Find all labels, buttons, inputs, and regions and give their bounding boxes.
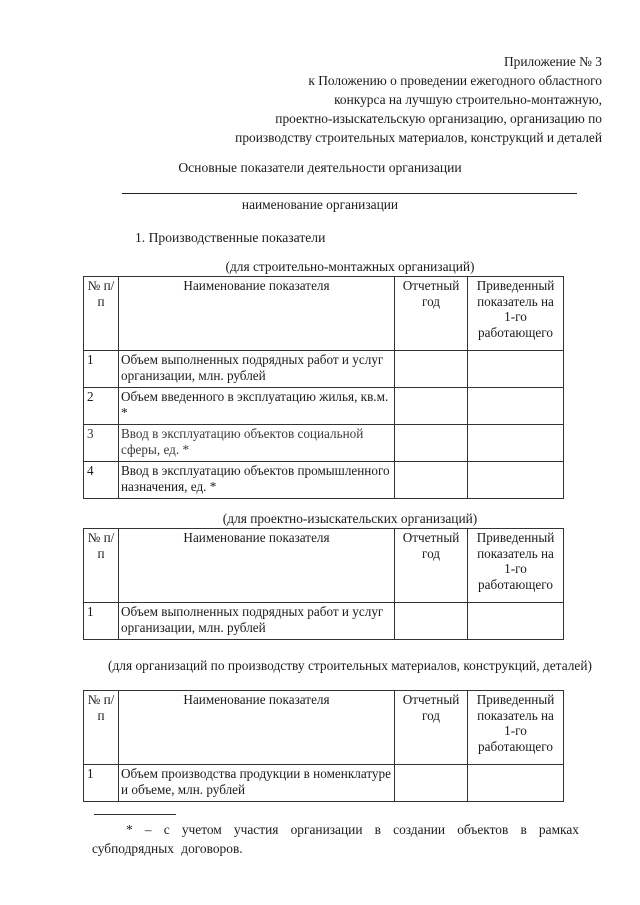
table-row <box>84 603 564 640</box>
row-per-worker-cell[interactable] <box>468 765 564 802</box>
appendix-line: конкурса на лучшую строительно-монтажную, <box>334 92 602 107</box>
row-per-worker-cell[interactable] <box>468 388 564 425</box>
header-year: Отчетный год <box>395 691 468 765</box>
table-header-row <box>84 277 564 351</box>
row-per-worker-cell[interactable] <box>468 425 564 462</box>
row-num: 1 <box>84 351 119 388</box>
header-name: Наименование показателя <box>119 529 395 603</box>
row-name: Объем выполненных подрядных работ и услуг организации, млн. рублей <box>119 351 395 388</box>
table-caption-materials: (для организаций по производству строительных материалов, конструкций, деталей) <box>107 658 593 673</box>
header-per-worker: Приведенный показатель на 1-го работающего <box>468 277 564 351</box>
row-per-worker-cell[interactable] <box>468 351 564 388</box>
appendix-line: проектно-изыскательскую организацию, организацию по <box>275 111 602 126</box>
header-num: № п/п <box>84 277 119 351</box>
row-num: 2 <box>84 388 119 425</box>
footnote-separator <box>94 814 176 815</box>
header-name: Наименование показателя <box>119 277 395 351</box>
appendix-line: Приложение № 3 <box>503 54 602 69</box>
header-year: Отчетный год <box>395 277 468 351</box>
indicators-table-design <box>83 528 564 640</box>
appendix-line: производству строительных материалов, конструкций и деталей <box>235 130 602 145</box>
row-name: Ввод в эксплуатацию объектов социальной сферы, ед. * <box>119 425 395 462</box>
organization-name-caption: наименование организации <box>241 197 399 212</box>
appendix-line: к Положению о проведении ежегодного областного <box>308 73 602 88</box>
table-row <box>84 462 564 499</box>
row-num: 4 <box>84 462 119 499</box>
row-year-cell[interactable] <box>395 603 468 640</box>
row-num: 1 <box>84 765 119 802</box>
row-year-cell[interactable] <box>395 425 468 462</box>
section-title: 1. Производственные показатели <box>135 230 326 245</box>
header-year: Отчетный год <box>395 529 468 603</box>
row-num: 1 <box>84 603 119 640</box>
header-per-worker: Приведенный показатель на 1-го работающего <box>468 691 564 765</box>
row-name: Объем введенного в эксплуатацию жилья, кв.м. * <box>119 388 395 425</box>
footnote: * – с учетом участия организации в создании объектов в рамках субподрядных договоров. <box>92 822 579 856</box>
table-caption-design: (для проектно-изыскательских организаций) <box>222 511 478 526</box>
indicators-table-materials <box>83 690 564 802</box>
table-header-row <box>84 529 564 603</box>
appendix-header <box>235 52 602 147</box>
header-name: Наименование показателя <box>119 691 395 765</box>
header-num: № п/п <box>84 691 119 765</box>
row-year-cell[interactable] <box>395 388 468 425</box>
header-num: № п/п <box>84 529 119 603</box>
row-year-cell[interactable] <box>395 351 468 388</box>
row-name: Ввод в эксплуатацию объектов промышленного назначения, ед. * <box>119 462 395 499</box>
header-per-worker: Приведенный показатель на 1-го работающего <box>468 529 564 603</box>
table-caption-construction: (для строительно-монтажных организаций) <box>225 259 475 274</box>
row-num: 3 <box>84 425 119 462</box>
row-per-worker-cell[interactable] <box>468 462 564 499</box>
row-per-worker-cell[interactable] <box>468 603 564 640</box>
organization-name-line <box>122 193 577 194</box>
indicators-table-construction <box>83 276 564 499</box>
table-row <box>84 765 564 802</box>
document-title: Основные показатели деятельности организации <box>178 160 462 175</box>
table-row <box>84 425 564 462</box>
table-header-row <box>84 691 564 765</box>
row-year-cell[interactable] <box>395 462 468 499</box>
table-row <box>84 388 564 425</box>
row-name: Объем производства продукции в номенклатуре и объеме, млн. рублей <box>119 765 395 802</box>
row-year-cell[interactable] <box>395 765 468 802</box>
table-row <box>84 351 564 388</box>
row-name: Объем выполненных подрядных работ и услуг организации, млн. рублей <box>119 603 395 640</box>
